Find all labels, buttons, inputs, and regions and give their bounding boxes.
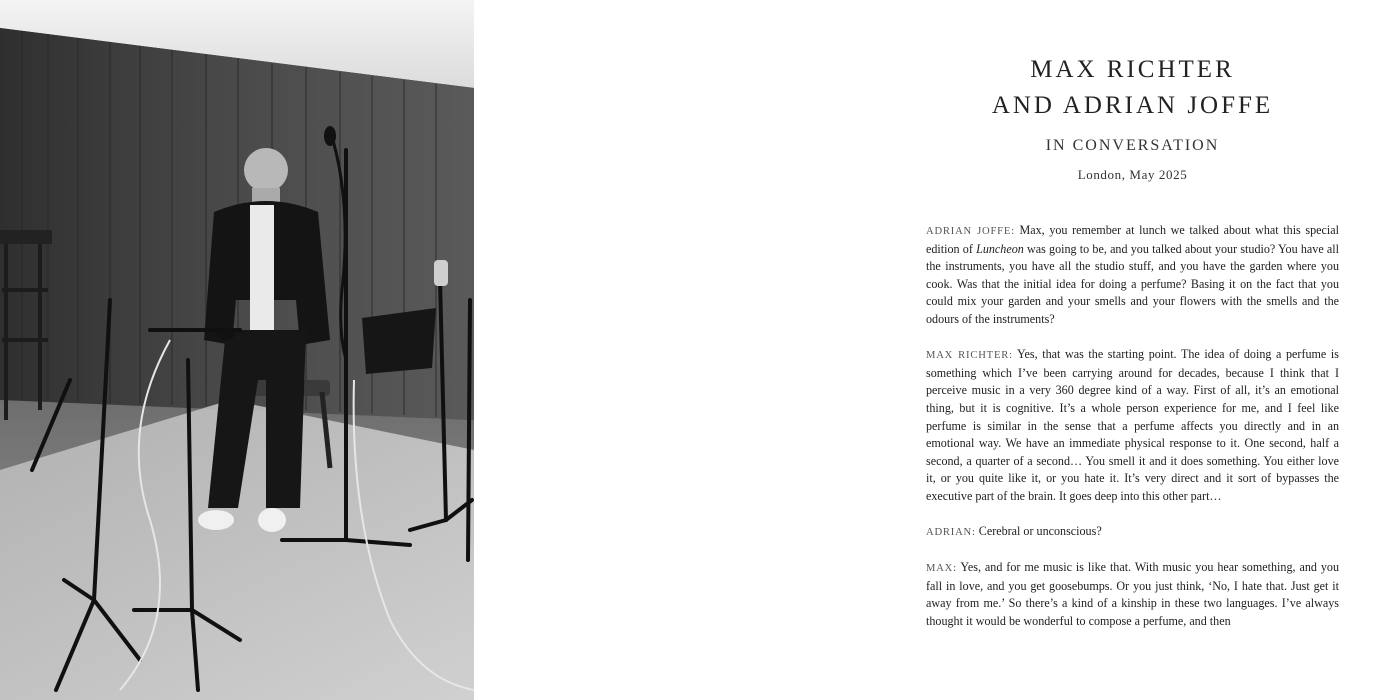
title-line-2: AND ADRIAN JOFFE [991,92,1274,119]
speaker-label: ADRIAN: [926,527,976,539]
studio-portrait-photo [0,0,474,700]
paragraph [926,346,1339,505]
article [926,52,1339,648]
title-line-1: MAX RICHTER [1030,56,1235,83]
paragraph [926,523,1339,542]
speaker-label: ADRIAN JOFFE: [926,226,1015,237]
publication-title: Luncheon [976,241,1024,256]
paragraph-text: Yes, and for me music is like that. With music you hear something, and you fall in love, and you get goosebumps. Or you just think, ‘No, I hate that. Just get it away from me.’ So there’s a kind of a kinship in these two languages. I’ve always thought it would be wonderful to compose a perfume, and then [926,560,1339,629]
paragraph-text: Max, you remember at lunch we talked about what this special edition of [926,223,1339,256]
speaker-label: MAX: [926,563,957,575]
speaker-label: MAX RICHTER: [926,350,1013,362]
paragraph [926,559,1339,630]
paragraph-text: Cerebral or unconscious? [975,524,1102,539]
article-header [926,52,1339,184]
paragraph-text: was going to be, and you talked about your studio? You have all the instruments, you have all the studio stuff, and you have the garden where you cook. Was that the initial idea for doing a perfume? Basing it on the fact that you could mix your garden and your smells and your flowers with the smells and the odours of the instruments? [926,241,1339,326]
interview-body [926,222,1339,631]
dateline: London, May 2025 [1077,167,1188,182]
subtitle: IN CONVERSATION [1045,137,1220,154]
paragraph [926,222,1339,329]
paragraph-text: Yes, that was the starting point. The idea of doing a perfume is something which I’ve been carrying around for decades, because I think that I perceive music in a very 360 degree kind of a way. First of all, it’s an emotional thing, but it is cognitive. It’s a whole person experience for me, and I feel like perfume is similar in the sense that a perfume affects you directly and in an emotional way. We have an immediate physical response to it. One second, half a second, a quarter of a second… You smell it and it does something. You either love it, or you quite like it, or you hate it. It’s very direct and it sort of bypasses the executive part of the brain. It goes deep into this other part… [926,347,1339,503]
